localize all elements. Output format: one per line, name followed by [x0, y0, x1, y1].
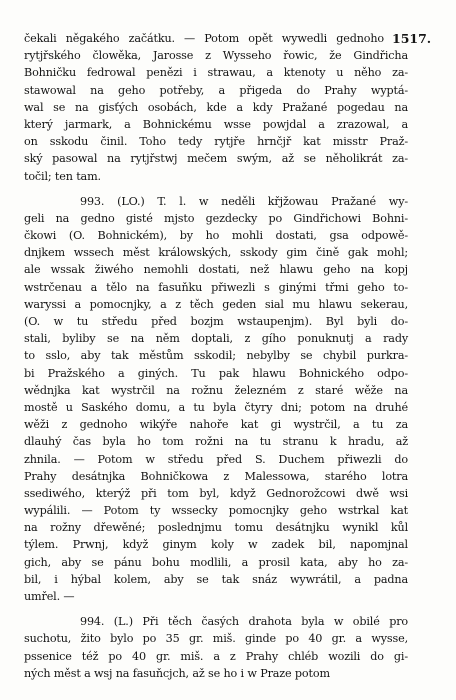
paragraph	[24, 30, 430, 185]
text-line: (O. w tu středu před bozjm wstaupenjm). Byl byli do-	[24, 315, 408, 328]
text-line: dlauhý čas byla ho tom rožni na tu stranu k hradu, až	[24, 435, 408, 449]
text-line: wypálili. — Potom ty wssecky pomocnjky geho wstrkal kat	[24, 504, 408, 518]
page-number: 1517.	[392, 31, 432, 46]
text-line: rytjřského člowěka, Jarosse z Wysseho řowic, že Gindřicha	[24, 49, 408, 63]
paragraph-gap	[24, 605, 430, 613]
text-line: bi Pražského a giných. Tu pak hlawu Bohnického odpo-	[24, 366, 408, 380]
text-line: wstrčenau a tělo na fasuňku přiwezli s ginými třmi geho to-	[24, 280, 408, 294]
text-line: on sskodu činil. Toho tedy rytjře hrnčjř kat misstr Praž-	[24, 135, 408, 149]
text-line: ných měst a wsj na fasuňcjch, až se ho i w Praze potom	[24, 666, 330, 680]
text-line: zhnila. — Potom w středu před S. Duchem přiwezli do	[24, 452, 408, 466]
text-line: wal se na gisťých osobách, kde a kdy Pražané pogedau na	[24, 100, 408, 114]
paragraph-gap	[24, 185, 430, 193]
text-line: ský pasowal na rytjřstwj mečem swým, až se něholikrát za-	[24, 152, 408, 166]
text-line: ale wssak žiwého nemohli dostati, než hlawu geho na kopj	[24, 263, 408, 277]
text-line: Prahy desátnjka Bohničkowa z Malessowa, starého lotra	[24, 469, 408, 483]
text-line: wěži z gednoho wikýře nahoře kat gi wystrčil, a tu za	[24, 418, 408, 432]
text-line: čkowi (O. Bohnickém), by ho mohli dostati, gsa odpowě-	[24, 229, 408, 243]
text-line: wědnjka kat wystrčil na rožnu železném z staré wěže na	[24, 383, 408, 397]
text-line: mostě u Saského domu, a tu byla čtyry dni; potom na druhé	[24, 400, 408, 414]
body-text	[24, 30, 430, 682]
text-line: týlem. Prwnj, když ginym koly w zadek bil, napomjnal	[24, 538, 408, 552]
text-line: Bohničku fedrowal penězi i strawau, a ktenoty u něho za-	[24, 66, 408, 80]
text-line: to sslo, aby tak městům sskodil; nebylby se chybil purkra-	[24, 349, 408, 363]
text-line: gich, aby se pánu bohu modlili, a prosil kata, aby ho za-	[24, 555, 408, 569]
paragraph	[24, 193, 430, 606]
text-line: čekali něgakého začátku. — Potom opět wywedli gednoho	[24, 32, 384, 45]
text-line: suchotu, žito bylo po 35 gr. miš. ginde po 40 gr. a wysse,	[24, 632, 408, 646]
text-line: geli na gedno gisté mjsto gezdecky po Gindřichowi Bohni-	[24, 211, 408, 225]
paragraph	[24, 613, 430, 682]
text-line: stali, byliby se na něm doptali, z gího ponuknutj a rady	[24, 332, 408, 346]
text-line: bil, i hýbal kolem, aby se tak snáz wywrátil, a padna	[24, 572, 408, 586]
text-line: 994. (L.) Při těch časých drahota byla w obilé pro	[80, 615, 408, 629]
text-line: který jarmark, a Bohnickému wsse powjdal a zrazowal, a	[24, 117, 408, 131]
text-line: pssenice též po 40 gr. miš. a z Prahy chléb wozili do gi-	[24, 649, 408, 663]
text-line: 993. (LO.) T. l. w neděli křjžowau Pražané wy-	[80, 194, 408, 208]
text-line: umřel. —	[24, 590, 75, 603]
text-line: stawowal na geho potřeby, a přigeda do Prahy wyptá-	[24, 83, 408, 97]
text-line: waryssi a pomocnjky, a z těch geden sial mu hlawu sekerau,	[24, 297, 408, 311]
text-line: ssediwého, kterýž při tom byl, když Gednorožcowi dwě wsi	[24, 486, 408, 500]
text-line: dnjkem wssech měst králowských, sskody gim čině gak mohl;	[24, 246, 408, 260]
text-line: na rožny dřewěné; poslednjmu tomu desátnjku wynikl kůl	[24, 521, 408, 535]
text-line: točil; ten tam.	[24, 169, 101, 183]
